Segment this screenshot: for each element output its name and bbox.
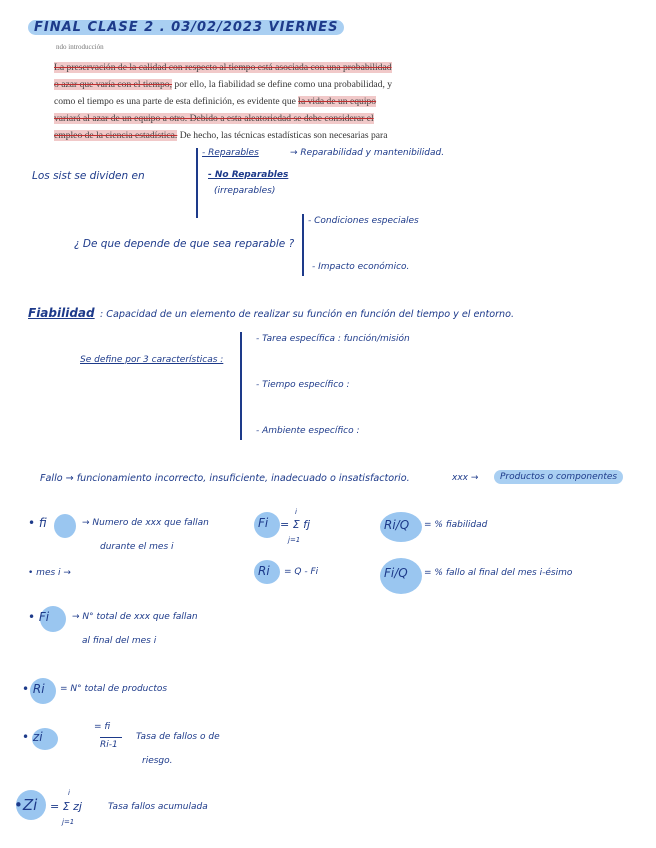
- fi-symbol: • fi: [28, 516, 47, 530]
- Ri-def: = N° total de productos: [60, 684, 168, 694]
- caracteristica-2: - Tiempo específico :: [256, 380, 350, 390]
- caracteristica-1: - Tarea específica : función/misión: [256, 334, 410, 344]
- fallo-line: Fallo → funcionamiento incorrecto, insuficiente, inadecuado o insatisfactorio.: [40, 473, 410, 484]
- cut-line: ndo introducción: [56, 43, 104, 51]
- no-reparables: - No Reparables: [208, 170, 289, 180]
- Fi-formula: = Σ fj: [280, 518, 311, 531]
- RiQ-def: = % fiabilidad: [424, 520, 488, 530]
- page-title: FINAL CLASE 2 . 03/02/2023 VIERNES: [28, 20, 344, 35]
- mes-i: • mes i →: [28, 568, 71, 578]
- se-dividen-text: Los sist se dividen en: [32, 170, 145, 182]
- Zi-sum-bot: j=1: [62, 818, 75, 826]
- printed-line-5: empleo de la ciencia estadística. De hecho, las técnicas estadísticas son necesarias para: [54, 130, 388, 141]
- Fi-def-2: al final del mes i: [82, 636, 157, 646]
- condiciones: - Condiciones especiales: [308, 216, 419, 226]
- tres-caracteristicas: Se define por 3 características :: [80, 355, 224, 365]
- printed-line-3: como el tiempo es una parte de esta definición, es evidente que la vida de un equipo: [54, 96, 377, 107]
- Zi-def: Tasa fallos acumulada: [108, 802, 208, 812]
- fiabilidad-def: : Capacidad de un elemento de realizar su función en función del tiempo y el entorno.: [100, 309, 515, 320]
- Zi-sum-top: i: [68, 789, 70, 797]
- productos-highlight: Productos o componentes: [494, 470, 623, 484]
- printed-line-1: La preservación de la calidad con respecto al tiempo está asociada con una probabilidad: [54, 62, 392, 73]
- reparables: - Reparables: [202, 148, 259, 158]
- Zi-sum: = Σ zj: [50, 800, 82, 813]
- printed-line-4: variará al azar de un equipo a otro. Debido a esta aleatoriedad se debe considerar el: [54, 113, 374, 124]
- question-text: ¿ De que depende de que sea reparable ?: [74, 238, 295, 250]
- zi-symbol: • zi: [22, 730, 43, 744]
- Fi-formula-symbol: Fi: [258, 516, 269, 530]
- brace-2: [302, 214, 304, 276]
- zi-def-2: riesgo.: [142, 756, 173, 766]
- Fi-sum-top: i: [295, 508, 297, 516]
- printed-line-2: o azar que varía con el tiempo, por ello, la fiabilidad se define como una probabilidad, y: [54, 79, 393, 90]
- impacto: - Impacto económico.: [312, 262, 410, 272]
- brace-1: [196, 148, 198, 218]
- Zi-symbol: •Zi: [14, 796, 38, 814]
- Fi-def: → N° total de xxx que fallan: [72, 612, 198, 622]
- Ri-formula-symbol: Ri: [258, 564, 270, 578]
- fi-highlight: [54, 514, 76, 538]
- fi-def: → Numero de xxx que fallan: [82, 518, 209, 528]
- fi-def-2: durante el mes i: [100, 542, 174, 552]
- fiabilidad-label: Fiabilidad: [28, 306, 95, 320]
- FiQ-def: = % fallo al final del mes i-ésimo: [424, 568, 573, 578]
- Ri-formula: = Q - Fi: [284, 567, 319, 577]
- xxx-arrow: xxx →: [452, 473, 479, 483]
- FiQ-symbol: Fi/Q: [384, 566, 408, 580]
- brace-3: [240, 332, 242, 440]
- reparables-desc: → Reparabilidad y mantenibilidad.: [290, 148, 445, 158]
- RiQ-symbol: Ri/Q: [384, 518, 410, 532]
- caracteristica-3: - Ambiente específico :: [256, 426, 360, 436]
- zi-def: Tasa de fallos o de: [136, 732, 220, 742]
- Ri-symbol: • Ri: [22, 682, 45, 696]
- Fi-symbol: • Fi: [28, 610, 50, 624]
- zi-frac-bot: Ri-1: [100, 740, 118, 750]
- zi-frac-line: [100, 737, 122, 738]
- irreparables: (irreparables): [214, 186, 276, 196]
- zi-frac-top: = fi: [94, 722, 111, 732]
- Fi-sum-bot: j=1: [288, 536, 301, 544]
